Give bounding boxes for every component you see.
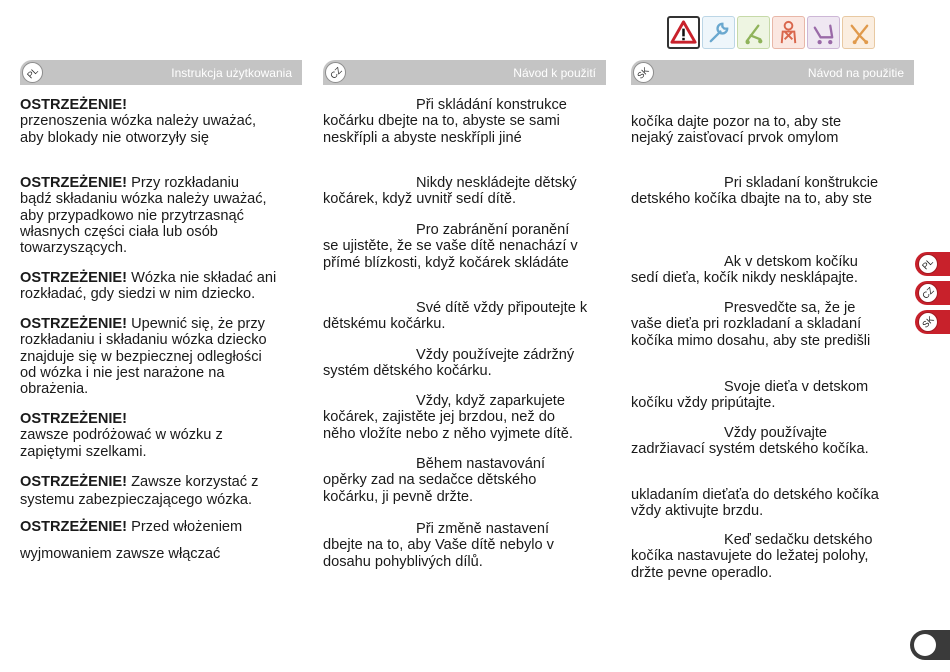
paragraph-cz-4: Své dítě vždy připoutejte k dětskému kočárku. bbox=[323, 300, 588, 333]
column-title-pl: Instrukcja użytkowania bbox=[171, 66, 292, 80]
paragraph-sk-4: Presvedčte sa, že je vaše dieťa pri rozkladaní a skladaní kočíka mimo dosahu, aby ste predišli bbox=[631, 300, 871, 349]
side-tab-pl[interactable]: PL bbox=[915, 252, 950, 276]
paragraph-pl-1: OSTRZEŻENIE! przenoszenia wózka należy uważać, aby blokady nie otworzyły się bbox=[20, 97, 257, 146]
page-marker-dot bbox=[914, 634, 936, 656]
paragraph-cz-6: Vždy, když zaparkujete kočárek, zajistěte jej brzdou, než do něho vložíte nebo z něho vyjmete dítě. bbox=[323, 393, 573, 442]
child-harness-icon bbox=[772, 16, 805, 49]
column-header-pl bbox=[20, 60, 302, 85]
paragraph-sk-8: Keď sedačku detského kočíka nastavujete do ležatej polohy, držte pevne operadlo. bbox=[631, 532, 873, 581]
language-badge-sk: SK bbox=[633, 62, 654, 83]
paragraph-pl-8: wyjmowaniem zawsze włączać bbox=[20, 546, 221, 562]
language-badge-pl: PL bbox=[22, 62, 43, 83]
page-marker bbox=[910, 630, 950, 660]
paragraph-cz-5: Vždy používejte zádržný systém dětského kočárku. bbox=[323, 347, 575, 380]
side-tab-sk[interactable]: SK bbox=[915, 310, 950, 334]
side-tab-cz[interactable]: CZ bbox=[915, 281, 950, 305]
paragraph-pl-3: OSTRZEŻENIE! Wózka nie składać ani rozkładać, gdy siedzi w nim dziecko. bbox=[20, 270, 277, 303]
paragraph-sk-7: ukladaním dieťaťa do detského kočíka vždy aktivujte brzdu. bbox=[631, 487, 879, 520]
paragraph-sk-2: Pri skladaní konštrukcie detského kočíka dbajte na to, aby ste bbox=[631, 175, 879, 208]
pictogram-strip bbox=[667, 16, 875, 49]
paragraph-pl-5: OSTRZEŻENIE! zawsze podróżować w wózku z zapiętymi szelkami. bbox=[20, 411, 223, 460]
paragraph-cz-2: Nikdy neskládejte dětský kočárek, když uvnitř sedí dítě. bbox=[323, 175, 577, 208]
warning-icon bbox=[667, 16, 700, 49]
paragraph-pl-7: OSTRZEŻENIE! Przed włożeniem bbox=[20, 519, 243, 535]
paragraph-sk-3: Ak v detskom kočíku sedí dieťa, kočík nikdy nesklápajte. bbox=[631, 254, 858, 287]
paragraph-cz-3: Pro zabránění poranění se ujistěte, že se vaše dítě nenachází v přímé blízkosti, když kočárek skládáte bbox=[323, 222, 578, 271]
stroller-unfold-icon bbox=[842, 16, 875, 49]
paragraph-sk-6: Vždy používajte zadržiavací systém detského kočíka. bbox=[631, 425, 869, 458]
paragraph-sk-1: kočíka dajte pozor na to, aby ste nejaký zaisťovací prvok omylom bbox=[631, 114, 842, 147]
paragraph-pl-6: OSTRZEŻENIE! Zawsze korzystać z systemu zabezpieczającego wózka. bbox=[20, 474, 259, 509]
paragraph-pl-2: OSTRZEŻENIE! Przy rozkładaniu bądź składaniu wózka należy uważać, aby przypadkowo nie przytrzasnąć własnych części ciała lub osób towarzyszących. bbox=[20, 175, 267, 257]
tool-icon bbox=[702, 16, 735, 49]
column-header-cz bbox=[323, 60, 606, 85]
paragraph-cz-1: Při skládání konstrukce kočárku dbejte na to, abyste se sami neskřípli a abyste neskřípli jiné bbox=[323, 97, 567, 146]
paragraph-pl-4: OSTRZEŻENIE! Upewnić się, że przy rozkładaniu i składaniu wózka dziecko znajduje się w bezpiecznej odległości od wózka i nie jest narażone na obrażenia. bbox=[20, 316, 267, 398]
stroller-fold-icon bbox=[737, 16, 770, 49]
paragraph-cz-7: Během nastavování opěrky zad na sedačce dětského kočárku, ji pevně držte. bbox=[323, 456, 545, 505]
paragraph-cz-8: Při změně nastavení dbejte na to, aby Vaše dítě nebylo v dosahu pohyblivých dílů. bbox=[323, 521, 554, 570]
column-header-sk bbox=[631, 60, 914, 85]
column-title-sk: Návod na použitie bbox=[807, 66, 904, 80]
column-title-cz: Návod k použití bbox=[513, 66, 596, 80]
language-badge-cz: CZ bbox=[325, 62, 346, 83]
paragraph-sk-5: Svoje dieťa v detskom kočíku vždy pripútajte. bbox=[631, 379, 869, 412]
stroller-recline-icon bbox=[807, 16, 840, 49]
